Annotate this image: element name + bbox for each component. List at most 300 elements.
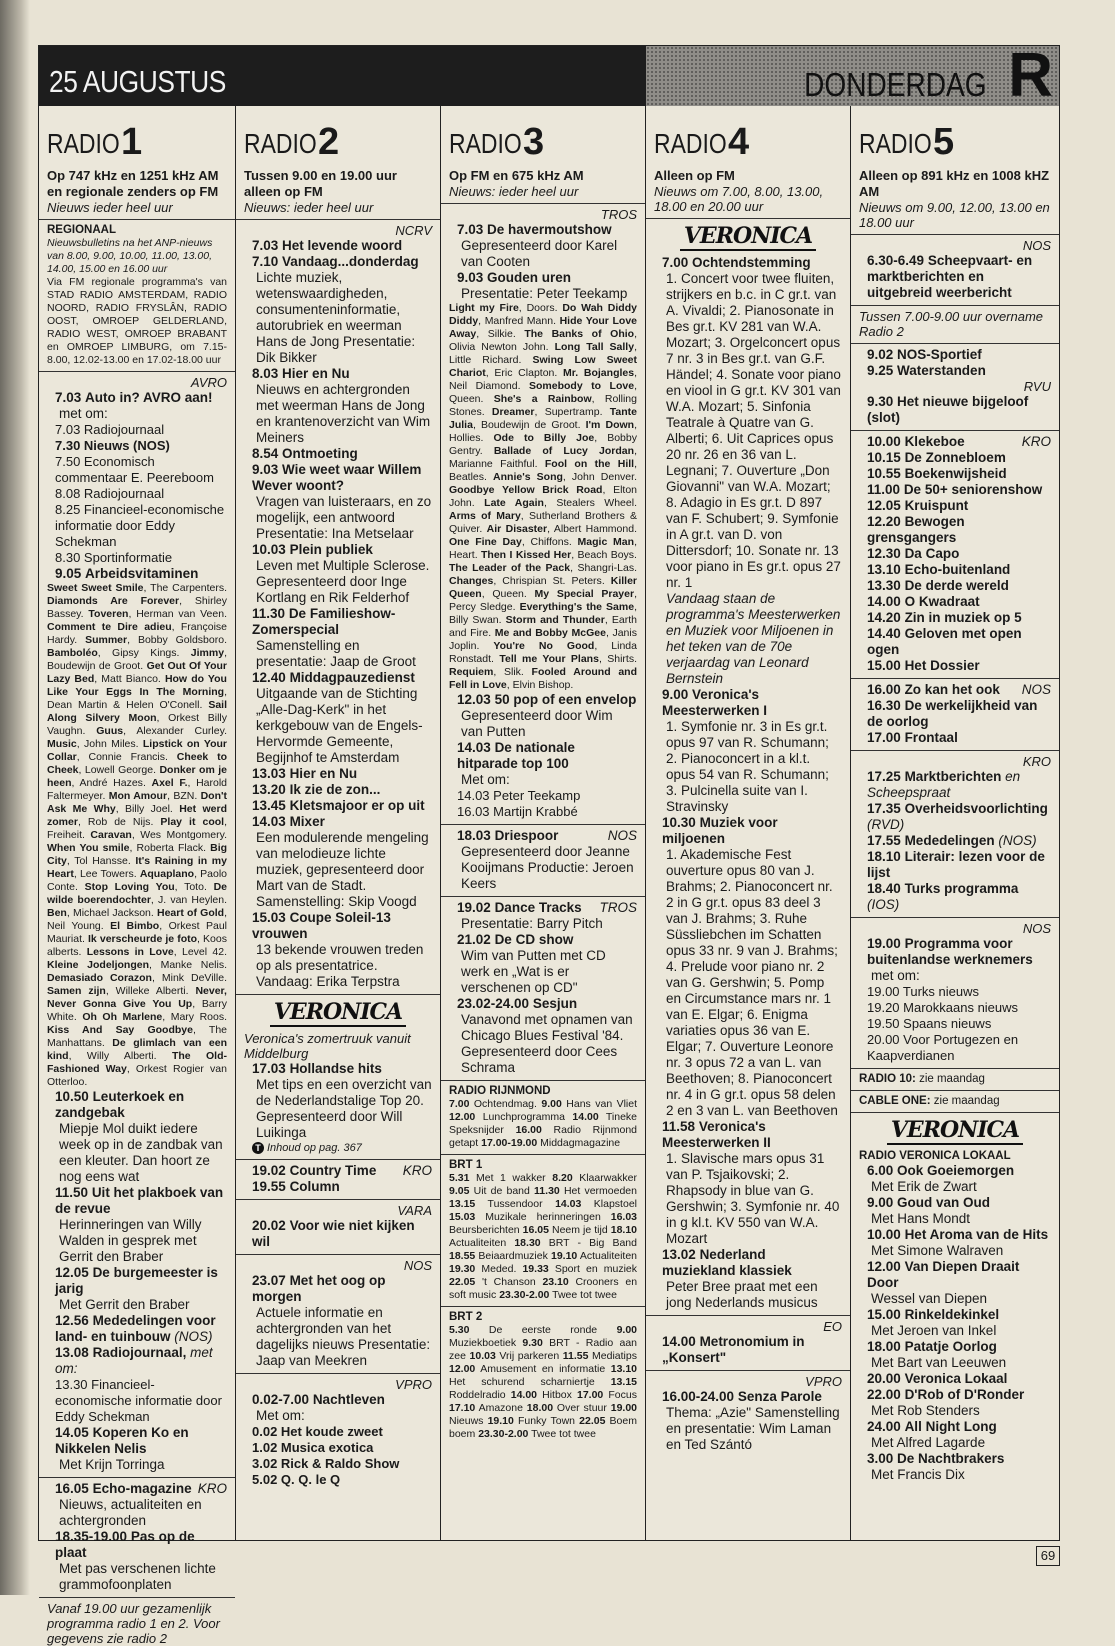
italic-note: Veronica's zomertruuk vanuit Middelburg — [244, 1031, 411, 1061]
entry-title: Boem boem — [449, 1415, 637, 1440]
entry-time: 10.03 — [469, 1350, 496, 1362]
program-title: 50 pop of een envelop — [494, 692, 637, 707]
program-entry — [244, 1273, 432, 1305]
song-artist: André Hazes — [79, 777, 143, 789]
program-entry — [244, 814, 432, 830]
day-label: DONDERDAG — [804, 66, 987, 103]
program-entry — [244, 670, 432, 686]
divider — [646, 218, 850, 219]
program-time: 16.30 — [867, 698, 901, 713]
song-title: Oh Oh Marlene — [82, 1011, 163, 1023]
program-title: Middagpauzedienst — [289, 670, 415, 685]
program-entry — [654, 815, 842, 847]
program-time: 7.03 — [55, 390, 82, 405]
program-title: Koperen Ko en Nikkelen Nelis — [55, 1425, 189, 1456]
song-title: Late Again — [484, 497, 544, 509]
broadcaster-label: KRO — [197, 1481, 227, 1496]
program-title: Van Diepen Draait Door — [867, 1259, 1020, 1290]
program-entry — [47, 1185, 227, 1217]
tv-guide-icon: T — [252, 1142, 264, 1154]
program-title: De havermoutshow — [487, 222, 612, 237]
song-title: Arms of Mary — [449, 510, 521, 522]
program-time: 7.03 — [457, 222, 484, 237]
song-artist: Heart — [449, 549, 475, 561]
listing-box-title: RADIO RIJNMOND — [449, 1085, 551, 1097]
page-header — [39, 41, 1059, 110]
song-artist: Bobby Goldsboro — [137, 634, 225, 646]
program-time: 9.03 — [252, 462, 279, 477]
program-entry — [859, 562, 1051, 578]
song-artist: Level 42 — [181, 946, 225, 958]
song-title: Guus — [96, 725, 124, 737]
station-number: 1 — [121, 121, 143, 163]
entry-time: 5.30 — [449, 1324, 470, 1336]
entry-time: 19.30 — [449, 1263, 476, 1275]
song-title: Never, Never Gonna Give You Up — [47, 985, 227, 1010]
date-label: 25 AUGUSTUS — [49, 64, 226, 99]
program-entry — [47, 1345, 227, 1377]
entry-title: BRT - Big Band — [548, 1237, 637, 1249]
program-title: Mixer — [289, 814, 325, 829]
broadcaster-label: NOS — [403, 1258, 432, 1273]
program-title: Hier en Nu — [289, 766, 358, 781]
program-description: Met Francis Dix — [871, 1467, 965, 1482]
listing-box-inline: zie maandag — [919, 1073, 985, 1085]
program-description: met om: — [871, 968, 920, 983]
program-description: Vanavond met opnamen van Chicago Blues Festival '84. Gepresenteerd door Cees Schrama — [461, 1012, 633, 1075]
station-number: 4 — [728, 121, 750, 163]
song-artist: Slik — [503, 666, 521, 678]
song-artist: Earth and Fire — [449, 614, 637, 639]
program-title: NOS-Sportief — [897, 347, 982, 362]
program-time: 17.35 — [867, 801, 901, 816]
song-title: Killer Queen — [449, 575, 637, 600]
divider — [851, 234, 1059, 235]
program-entry — [449, 828, 637, 844]
program-entry — [244, 238, 432, 254]
program-time: 11.50 — [55, 1185, 89, 1200]
song-artist: Françoise Hardy — [47, 621, 227, 646]
program-entry — [654, 687, 842, 719]
sub-program: 8.25 Financieel-economische informatie door Eddy Schekman — [55, 502, 225, 549]
song-title: Stop Loving You — [84, 881, 175, 893]
program-entry — [859, 658, 1051, 674]
entry-title: De eerste ronde — [488, 1324, 598, 1336]
program-entry — [859, 514, 1051, 546]
song-title: Long Tall Sally — [554, 341, 635, 353]
page-binding-shadow — [0, 0, 30, 1595]
song-title: The Banks of Ohio — [524, 328, 635, 340]
entry-title: Beursberichten — [449, 1224, 520, 1236]
program-time: 23.02-24.00 — [457, 996, 530, 1011]
song-artist: Eric Clapton — [494, 367, 555, 379]
song-artist: Connie Francis — [88, 751, 166, 763]
song-title: Sweet Sweet Smile — [47, 582, 144, 594]
program-entry — [859, 1259, 1051, 1291]
program-title: Vandaag...donderdag — [282, 254, 419, 269]
listing-box-heading — [47, 223, 227, 237]
entry-time: 17.00-19.00 — [481, 1137, 538, 1149]
broadcaster-label: VARA — [397, 1203, 432, 1218]
sub-program: 8.30 Sportinformatie — [55, 550, 173, 565]
song-artist: Rolling Stones — [449, 393, 637, 418]
song-artist: Elvin Bishop — [512, 679, 571, 691]
program-entry — [449, 692, 637, 708]
program-description: Gepresenteerd door Karel van Cooten — [461, 238, 618, 269]
song-artist: Lowell George — [84, 764, 154, 776]
news-schedule: Nieuws: ieder heel uur — [244, 200, 374, 215]
song-artist: Gipsy Kings — [112, 647, 177, 659]
column-heading — [859, 106, 1051, 164]
program-time: 18.03 — [457, 828, 491, 843]
program-title: Het Aroma van de Hits — [904, 1227, 1049, 1242]
listing-box-title: BRT 2 — [449, 1311, 483, 1323]
program-entry — [47, 566, 227, 582]
program-title: Voor wie niet kijken wil — [252, 1218, 415, 1249]
divider — [441, 1080, 645, 1081]
program-entry — [47, 1481, 227, 1497]
program-title: Mededelingen — [904, 833, 995, 848]
column-heading — [47, 106, 227, 164]
program-entry — [449, 900, 637, 916]
entry-time: 13.10 — [610, 1363, 638, 1375]
program-entry — [654, 1119, 842, 1151]
program-title: Dance Tracks — [494, 900, 582, 915]
program-entry — [244, 1392, 432, 1408]
song-title: Magic Man — [577, 536, 635, 548]
date-banner — [39, 46, 646, 106]
divider — [851, 430, 1059, 431]
entry-title: Middagmagazine — [540, 1137, 621, 1149]
column-heading — [449, 106, 637, 164]
program-tag: en Scheepspraat — [867, 769, 1021, 800]
program-title: Leuterkoek en zandgebak — [55, 1089, 185, 1120]
program-title: Ochtendstemming — [692, 255, 811, 270]
program-time: 7.10 — [252, 254, 279, 269]
listing-box-entries — [449, 1172, 637, 1302]
song-artist: Little Richard — [449, 354, 519, 366]
entry-time: 14.00 — [510, 1389, 538, 1401]
program-time: 9.03 — [457, 270, 484, 285]
program-title: Nachtleven — [312, 1392, 385, 1407]
sub-program: 20.00 Voor Portugezen en Kaapverdianen — [867, 1032, 1019, 1063]
program-tag: (RVD) — [867, 817, 905, 832]
program-title: Country Time — [289, 1163, 377, 1178]
listing-box-title: CABLE ONE: — [859, 1095, 931, 1107]
song-title: The Old-Fashioned Way — [47, 1050, 227, 1075]
song-title: Mon Amour — [108, 790, 168, 802]
song-artist: Olivia Newton John — [449, 341, 546, 353]
song-title: Music — [47, 738, 77, 750]
song-title: Swing Low Sweet Chariot — [449, 354, 637, 379]
entry-time: 18.30 — [514, 1237, 541, 1249]
program-time: 6.30-6.49 — [867, 253, 925, 268]
program-entry — [654, 1334, 842, 1366]
song-title: Tell me Your Plans — [499, 653, 599, 665]
program-entry — [244, 1179, 432, 1195]
program-title: De nationale hitparade top 100 — [457, 740, 575, 771]
song-title: Cheek to Cheek — [47, 751, 227, 776]
divider — [236, 1159, 440, 1160]
program-entry — [244, 1061, 432, 1077]
entry-title: Radio Rijnmond getapt — [449, 1124, 637, 1149]
song-artist: Dean Martin & Helen O'Conell — [47, 699, 200, 711]
program-time: 10.00 — [867, 434, 901, 449]
program-time: 12.40 — [252, 670, 286, 685]
listing-box-heading — [859, 1072, 1051, 1086]
song-artist: Doors — [526, 302, 555, 314]
program-entry — [859, 1451, 1051, 1467]
program-title: Da Capo — [904, 546, 960, 561]
divider — [441, 1154, 645, 1155]
song-title: She's a Rainbow — [493, 393, 592, 405]
song-artist: Linda Ronstadt — [449, 640, 637, 665]
entry-title: Twee tot twee — [531, 1428, 596, 1440]
program-entry — [244, 782, 432, 798]
program-time: 13.20 — [252, 782, 286, 797]
program-entry — [449, 222, 637, 238]
song-artist: Shirley Bassey — [47, 595, 227, 620]
song-title: Ik verscheurde je foto — [88, 933, 198, 945]
frequency-info: Alleen op FM — [654, 168, 735, 183]
divider — [851, 343, 1059, 344]
song-artist: Billy Joel — [125, 803, 170, 815]
program-time: 3.00 — [867, 1451, 894, 1466]
program-description: Nieuws, actualiteiten en achtergronden — [59, 1497, 202, 1528]
song-title: Aquaplano — [139, 868, 195, 880]
song-title: Tante Julia — [449, 406, 637, 431]
entry-title: Twee tot twee — [552, 1289, 617, 1301]
divider — [646, 1315, 850, 1316]
program-entry — [859, 1307, 1051, 1323]
song-artist: The Manhattans — [47, 1024, 227, 1049]
song-title: Lipstick on Your Collar — [47, 738, 227, 763]
song-artist: Sutherland Brothers & Quiver — [449, 510, 637, 535]
listing-box-title: RADIO VERONICA LOKAAL — [859, 1150, 1011, 1162]
broadcaster-label: TROS — [600, 207, 637, 222]
program-title: Sesjun — [532, 996, 578, 1011]
program-description: Met om: — [256, 1408, 305, 1423]
program-time: 0.02-7.00 — [252, 1392, 310, 1407]
song-artist: Barry White — [47, 998, 227, 1023]
program-title: Programma voor buitenlandse werknemers — [867, 936, 1033, 967]
entry-time: 19.10 — [487, 1415, 514, 1427]
program-title: Pas op de plaat — [55, 1529, 195, 1560]
song-artist: Orkest Paul Mauriat — [47, 920, 227, 945]
divider — [39, 1597, 235, 1598]
song-title: Kiss And Say Goodbye — [47, 1024, 193, 1036]
song-title: My Special Prayer — [534, 588, 635, 600]
italic-note: Tussen 7.00-9.00 uur overname Radio 2 — [859, 309, 1044, 339]
program-entry — [859, 482, 1051, 498]
song-title: De glimlach van een kind — [47, 1037, 227, 1062]
song-artist: Marianne Faithful — [449, 458, 535, 470]
program-time: 14.03 — [252, 814, 286, 829]
listing-box-heading — [449, 1158, 637, 1172]
song-title: De wilde boerendochter — [47, 881, 228, 906]
listing-box-title: RADIO 10: — [859, 1073, 916, 1085]
program-entry — [859, 769, 1051, 801]
sub-program: 0.02 Het koude zweet — [252, 1424, 383, 1439]
program-title: Turks programma — [904, 881, 1019, 896]
program-description: Met Rob Stenders — [871, 1403, 980, 1418]
entry-title: 't Chanson — [482, 1276, 536, 1288]
program-entry — [47, 1089, 227, 1121]
entry-title: Nieuws — [449, 1415, 484, 1427]
song-title: Ben — [47, 907, 67, 919]
program-title: De burgemeester is jarig — [55, 1265, 218, 1296]
entry-time: 16.00 — [515, 1124, 542, 1136]
song-artist: Chrispian St. Peters — [502, 575, 602, 587]
entry-time: 9.00 — [541, 1098, 562, 1110]
program-title: De derde wereld — [904, 578, 1009, 593]
listing-box-heading — [449, 1084, 637, 1098]
station-number: 3 — [523, 121, 545, 163]
listing-box-entries — [449, 1324, 637, 1441]
program-time: 17.25 — [867, 769, 901, 784]
program-entry — [244, 1163, 432, 1179]
program-time: 10.30 — [662, 815, 696, 830]
divider — [236, 994, 440, 995]
program-time: 9.00 — [867, 1195, 894, 1210]
entry-time: 11.55 — [562, 1350, 589, 1362]
divider — [39, 371, 235, 372]
radio-5-column — [851, 106, 1059, 1540]
program-title: Ontmoeting — [282, 446, 358, 461]
song-artist: Orkest Rogier van Otterloo — [47, 1063, 227, 1088]
song-artist: Beatles — [449, 471, 485, 483]
program-title: Gouden uren — [487, 270, 572, 285]
program-time: 12.20 — [867, 514, 901, 529]
radio-4-column — [646, 106, 851, 1540]
entry-time: 9.05 — [449, 1185, 470, 1197]
song-title: Heart of Gold — [157, 907, 225, 919]
entry-title: Tussendoor — [487, 1198, 543, 1210]
program-title: Uit het plakboek van de revue — [55, 1185, 224, 1216]
entry-title: Klaarwakker — [579, 1172, 637, 1184]
program-title: Boekenwijsheid — [904, 466, 1007, 481]
page-reference — [244, 1141, 432, 1155]
entry-time: 9.00 — [616, 1324, 638, 1336]
program-time: 12.03 — [457, 692, 491, 707]
program-title: Waterstanden — [897, 363, 986, 378]
song-title: Sail Along Silvery Moon — [47, 699, 227, 724]
program-description: Wessel van Diepen — [871, 1291, 988, 1306]
entry-title: BRT - Radio aan zee — [449, 1337, 638, 1362]
divider — [851, 1112, 1059, 1113]
veronica-logo-text: VERONICA — [270, 999, 406, 1027]
program-description: Samenstelling en presentatie: Jaap de Groot — [256, 638, 416, 669]
program-entry — [47, 390, 227, 406]
program-time: 19.55 — [252, 1179, 286, 1194]
song-title: You're No Good — [493, 640, 595, 652]
program-time: 12.30 — [867, 546, 901, 561]
sub-program: 16.03 Martijn Krabbé — [457, 804, 578, 819]
song-artist: Percy Sledge — [449, 601, 513, 613]
frequency-info: Alleen op 891 kHz en 1008 kHZ AM — [859, 168, 1050, 199]
program-time: 10.00 — [867, 1227, 901, 1242]
sub-program: 3.02 Rick & Raldo Show — [252, 1456, 400, 1471]
program-title: Het nieuwe bijgeloof (slot) — [867, 394, 1029, 425]
song-artist: Willeke Alberti — [115, 985, 186, 997]
program-time: 13.03 — [252, 766, 286, 781]
entry-title: Neem je tijd — [552, 1224, 608, 1236]
program-title: Arbeidsvitaminen — [85, 566, 199, 581]
song-artist: Michael Jackson — [72, 907, 151, 919]
entry-time: 9.30 — [522, 1337, 543, 1349]
program-time: 7.00 — [662, 255, 689, 270]
program-description: Met pas verschenen lichte grammofoonplaten — [59, 1561, 216, 1592]
program-description: Actuele informatie en achtergronden van het dagelijks nieuws Presentatie: Jaap van Meekren — [256, 1305, 431, 1368]
program-entry — [859, 1387, 1051, 1403]
station-label: RADIO — [654, 128, 727, 159]
song-artist: Bobby Gentry — [449, 432, 637, 457]
program-title: All Night Long — [904, 1419, 997, 1434]
program-description: Nieuws en achtergronden met weerman Hans de Jong en krantenoverzicht van Wim Meiners — [256, 382, 431, 445]
program-entry — [859, 347, 1051, 363]
veronica-logo-text: VERONICA — [680, 223, 816, 251]
program-entry — [859, 626, 1051, 658]
program-description: Gepresenteerd door Jeanne Kooijmans Productie: Jeroen Keers — [461, 844, 634, 891]
divider — [236, 1254, 440, 1255]
song-artist: Mink DeVille — [161, 972, 225, 984]
program-description: Met Jeroen van Inkel — [871, 1323, 997, 1338]
program-description: Met Erik de Zwart — [871, 1179, 977, 1194]
divider — [851, 1090, 1059, 1091]
program-description: 13 bekende vrouwen treden op als presentatrice. Vandaag: Erika Terpstra — [256, 942, 424, 989]
song-artist: Silkie — [487, 328, 513, 340]
song-title: Diamonds Are Forever — [47, 595, 180, 607]
entry-time: 5.31 — [449, 1172, 470, 1184]
song-title: Summer — [85, 634, 128, 646]
song-title: Air Disaster — [486, 523, 548, 535]
divider — [441, 824, 645, 825]
program-title: Echo-buitenland — [904, 562, 1011, 577]
program-description: 1. Akademische Fest ouverture opus 80 van J. Brahms; 2. Pianoconcert nr. 2 in G gr.t. opus 83 deel 3 van J. Brahms; 3. Ruhe Süssliebchen im Schatten opus 33 nr. 9 van J. Brahms; 4. Prelude voor piano nr. 2 van G. Gershwin; 5. Pomp en Circumstance mars nr. 1 van E. Elgar; 6. Enigma variaties opus 36 van E. Elgar; 7. Ouverture Leonore nr. 3 opus 72 a van L. van Beethoven; 8. Pianoconcert nr. 4 in G gr.t. opus 58 delen 2 en 3 van L. van Beethoven — [666, 847, 838, 1118]
program-time: 6.00 — [867, 1163, 894, 1178]
program-title: Het levende woord — [282, 238, 403, 253]
program-entry — [859, 594, 1051, 610]
song-title: Lessons in Love — [86, 946, 174, 958]
song-title: Toveren — [88, 608, 129, 620]
program-entry — [47, 1265, 227, 1297]
program-entry — [859, 801, 1051, 833]
listing-box-inline: zie maandag — [933, 1095, 1000, 1107]
program-time: 13.30 — [867, 578, 901, 593]
program-title: Plein publiek — [289, 542, 373, 557]
program-title: Bewogen grensgangers — [867, 514, 965, 545]
entry-time: 17.00 — [577, 1389, 604, 1401]
song-artist: Stealers Wheel — [556, 497, 635, 509]
program-description: Herinneringen van Willy Walden in gesprek met Gerrit den Braber — [59, 1217, 202, 1264]
song-artist: John Denver — [571, 471, 635, 483]
program-time: 18.35-19.00 — [55, 1529, 128, 1544]
program-description: Peter Bree praat met een jong Nederlands musicus — [666, 1279, 818, 1310]
song-artist: Hollies — [449, 432, 481, 444]
entry-title: Het vermoeden — [563, 1185, 637, 1197]
song-artist: Shangri-Las — [577, 562, 635, 574]
program-entry — [244, 446, 432, 462]
column-heading — [654, 106, 842, 164]
program-description: Met Alfred Lagarde — [871, 1435, 986, 1450]
entry-time: 17.10 — [449, 1402, 476, 1414]
song-title: Somebody to Love — [529, 380, 635, 392]
program-time: 12.05 — [867, 498, 901, 513]
sub-program: 1.02 Musica exotica — [252, 1440, 374, 1455]
song-title: Ballade of Lucy Jordan — [493, 445, 635, 457]
program-time: 21.02 — [457, 932, 491, 947]
entry-time: 18.00 — [526, 1402, 554, 1414]
